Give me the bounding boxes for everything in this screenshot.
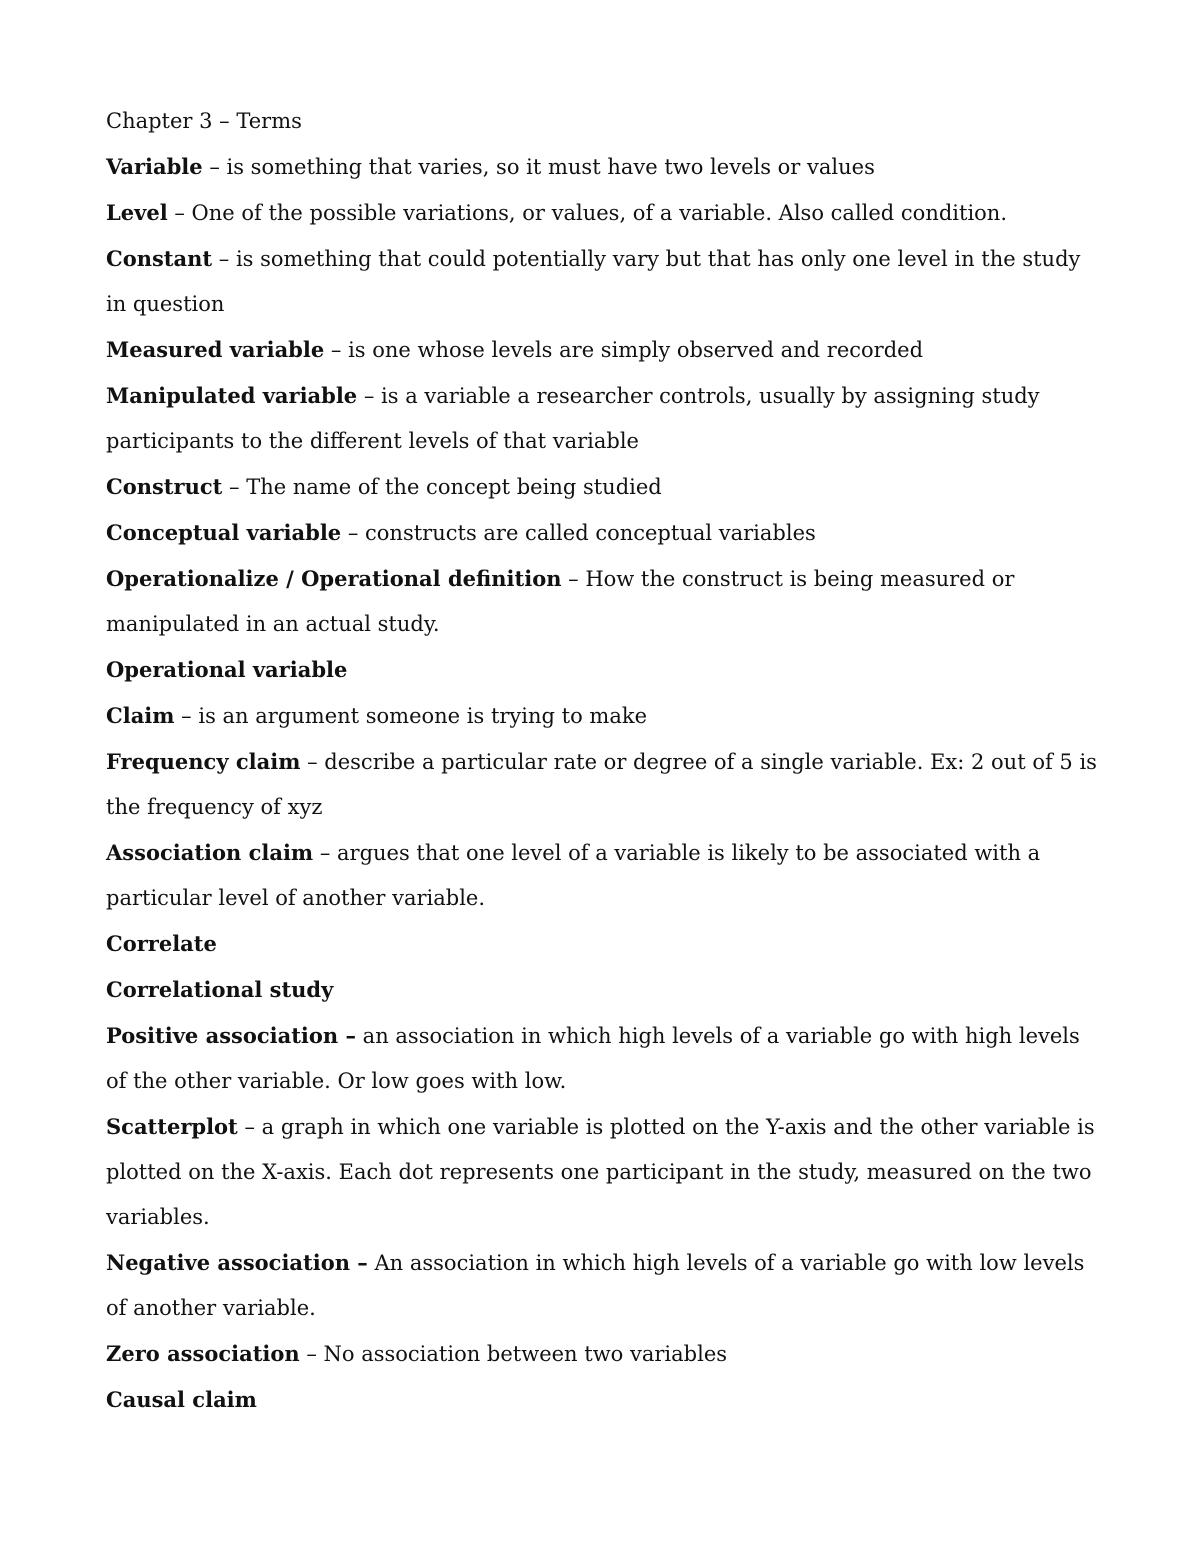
- term-label: Zero association: [106, 1341, 300, 1366]
- term-entry-correlational-study: [106, 967, 1106, 1013]
- term-definition: One of the possible variations, or values, of a variable. Also called condition.: [191, 201, 1008, 225]
- term-label: Association claim: [106, 840, 314, 865]
- term-separator: –: [212, 247, 236, 271]
- term-definition: is something that varies, so it must have two levels or values: [226, 155, 875, 179]
- term-definition: a graph in which one variable is plotted on the Y-axis and the other variable is plotted on the X-axis. Each dot represents one participant in the study, measured on the two variables.: [106, 1115, 1095, 1229]
- term-label: Manipulated variable: [106, 383, 358, 408]
- term-definition: constructs are called conceptual variables: [365, 521, 816, 545]
- term-entry-conceptual-variable: [106, 510, 1106, 556]
- term-label: Constant: [106, 246, 213, 271]
- term-label: Operationalize / Operational definition: [106, 566, 562, 591]
- term-definition: is something that could potentially vary but that has only one level in the study in question: [106, 247, 1081, 316]
- term-label: Measured variable: [106, 337, 325, 362]
- term-entry-positive-association: [106, 1013, 1106, 1104]
- term-entry-negative-association: [106, 1240, 1106, 1331]
- term-label: Frequency claim: [106, 749, 301, 774]
- term-separator: –: [174, 704, 199, 728]
- term-label: Negative association –: [106, 1250, 368, 1275]
- term-separator: –: [357, 384, 382, 408]
- term-entry-association-claim: [106, 830, 1106, 921]
- term-entry-constant: [106, 236, 1106, 327]
- term-separator: [356, 1024, 363, 1048]
- term-label: Scatterplot: [106, 1114, 238, 1139]
- page-title: Chapter 3 – Terms: [106, 109, 302, 133]
- term-label: Variable: [106, 154, 203, 179]
- term-entry-claim: [106, 693, 1106, 739]
- term-label: Conceptual variable: [106, 520, 342, 545]
- term-label: Claim: [106, 703, 175, 728]
- term-definition: No association between two variables: [323, 1342, 728, 1366]
- term-entry-zero-association: [106, 1331, 1106, 1377]
- term-separator: –: [299, 1342, 324, 1366]
- term-definition: argues that one level of a variable is likely to be associated with a particular level of another variable.: [106, 841, 1041, 910]
- term-separator: –: [561, 567, 586, 591]
- term-separator: –: [341, 521, 366, 545]
- term-definition: an association in which high levels of a variable go with high levels of the other variable. Or low goes with low.: [106, 1024, 1080, 1093]
- term-definition: How the construct is being measured or manipulated in an actual study.: [106, 567, 1015, 636]
- term-label: Causal claim: [106, 1387, 257, 1412]
- term-entry-causal-claim: [106, 1377, 1106, 1423]
- term-entry-measured-variable: [106, 327, 1106, 373]
- term-separator: –: [324, 338, 349, 362]
- term-label: Construct: [106, 474, 223, 499]
- term-separator: –: [167, 201, 192, 225]
- term-separator: –: [313, 841, 338, 865]
- term-definition: describe a particular rate or degree of a single variable. Ex: 2 out of 5 is the frequency of xyz: [106, 750, 1097, 819]
- term-label: Operational variable: [106, 657, 348, 682]
- term-entry-frequency-claim: [106, 739, 1106, 830]
- term-entry-construct: [106, 464, 1106, 510]
- term-label: Level: [106, 200, 168, 225]
- term-label: Correlate: [106, 931, 217, 956]
- term-label: Positive association –: [106, 1023, 356, 1048]
- term-entry-correlate: [106, 921, 1106, 967]
- term-separator: –: [202, 155, 227, 179]
- term-entry-operational-variable: [106, 647, 1106, 693]
- term-separator: –: [300, 750, 325, 774]
- document-content: [106, 99, 1106, 1423]
- term-definition: is one whose levels are simply observed and recorded: [348, 338, 924, 362]
- term-entry-operationalize: [106, 556, 1106, 647]
- term-definition: The name of the concept being studied: [246, 475, 662, 499]
- term-definition: is an argument someone is trying to make: [198, 704, 647, 728]
- term-separator: –: [222, 475, 247, 499]
- term-entry-scatterplot: [106, 1104, 1106, 1240]
- term-separator: –: [237, 1115, 262, 1139]
- term-entry-manipulated-variable: [106, 373, 1106, 464]
- term-label: Correlational study: [106, 977, 334, 1002]
- term-definition: is a variable a researcher controls, usually by assigning study participants to the different levels of that variable: [106, 384, 1040, 453]
- term-entry-level: [106, 190, 1106, 236]
- term-definition: An association in which high levels of a variable go with low levels of another variable.: [106, 1251, 1085, 1320]
- term-entry-variable: [106, 144, 1106, 190]
